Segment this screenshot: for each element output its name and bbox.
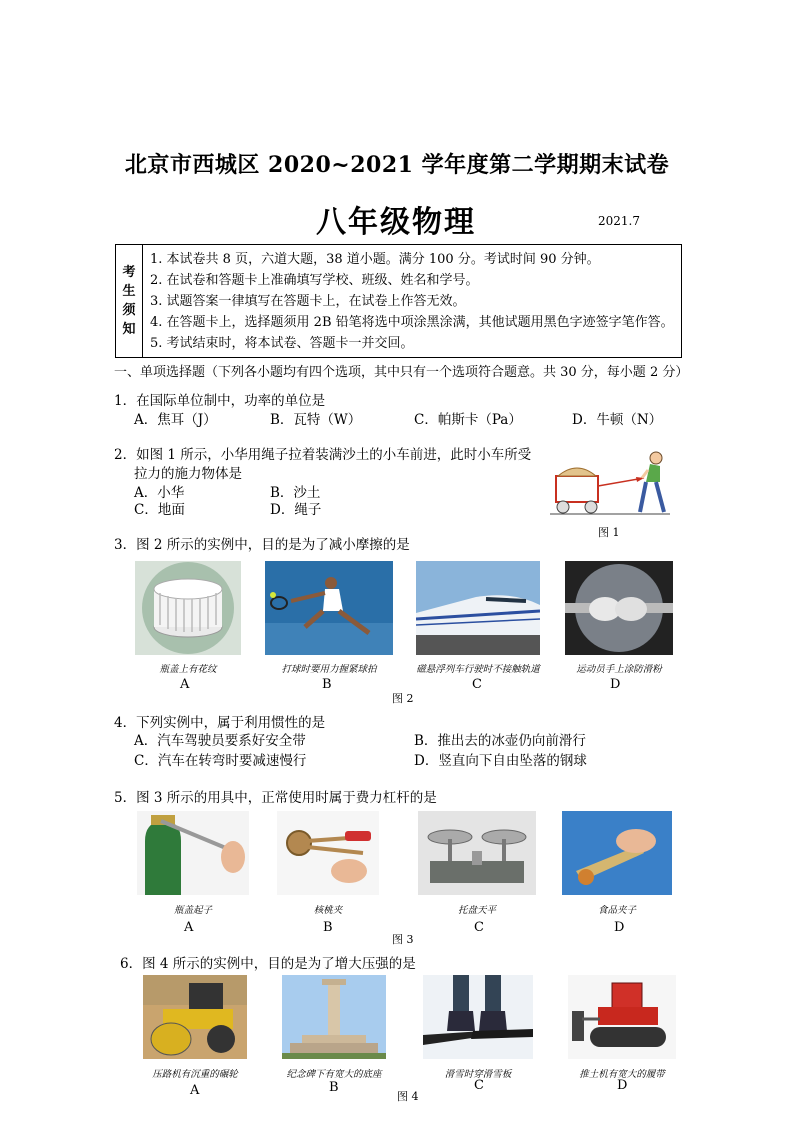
q2-option-a: A．小华 [134, 485, 185, 501]
fig4-caption-a: 压路机有沉重的碾轮 [152, 1069, 238, 1080]
fig3-letter-a: A [184, 920, 194, 935]
fig3-letter-c: C [474, 920, 484, 935]
nutcracker-photo [277, 811, 379, 895]
fig2-caption-a: 瓶盖上有花纹 [159, 664, 217, 675]
bottle-opener-photo [137, 811, 249, 895]
balance-scale-photo [418, 811, 536, 895]
fig2-letter-d: D [610, 677, 621, 692]
question-4-stem: 4．下列实例中，属于利用惯性的是 [114, 715, 326, 731]
q4-option-a: A．汽车驾驶员要系好安全带 [134, 733, 306, 749]
figure-1-label: 图 1 [598, 526, 620, 539]
q1-option-b: B．瓦特（W） [270, 412, 362, 428]
ski-boots-photo [423, 975, 533, 1059]
notice-item: 4. 在答题卡上，选择题须用 2B 铅笔将选中项涂黑涂满，其他试题用黑色字迹签字笔作答。 [150, 315, 674, 330]
question-2-stem: 2．如图 1 所示，小华用绳子拉着装满沙土的小车前进，此时小车所受 [114, 447, 532, 463]
q2-option-b: B．沙土 [270, 485, 321, 501]
notice-item: 2. 在试卷和答题卡上准确填写学校、班级、姓名和学号。 [150, 273, 479, 288]
maglev-train-photo [416, 561, 540, 655]
q2-option-c: C．地面 [134, 502, 185, 518]
notice-box [115, 244, 682, 358]
notice-item: 5. 考试结束时，将本试卷、答题卡一并交回。 [150, 336, 414, 351]
monument-photo [282, 975, 386, 1059]
food-tongs-photo [562, 811, 672, 895]
fig2-caption-b: 打球时要用力握紧球拍 [281, 664, 377, 675]
fig4-letter-a: A [190, 1083, 200, 1098]
chalked-hands-photo [565, 561, 673, 655]
question-2-stem-cont: 拉力的施力物体是 [134, 466, 242, 482]
figure-3-label: 图 3 [392, 933, 414, 946]
exam-title: 北京市西城区 2020~2021 学年度第二学期期末试卷 [124, 152, 670, 178]
question-1-stem: 1．在国际单位制中，功率的单位是 [114, 393, 326, 409]
fig2-letter-c: C [472, 677, 482, 692]
notice-label: 考 生 须 知 [116, 245, 143, 357]
fig3-caption-d: 食品夹子 [597, 905, 636, 916]
fig3-letter-d: D [614, 920, 625, 935]
notice-item: 3. 试题答案一律填写在答题卡上，在试卷上作答无效。 [150, 294, 466, 309]
fig4-caption-c: 滑雪时穿滑雪板 [444, 1069, 512, 1080]
fig3-letter-b: B [323, 920, 333, 935]
question-5-stem: 5．图 3 所示的用具中，正常使用时属于费力杠杆的是 [114, 790, 437, 806]
figure-2-label: 图 2 [392, 692, 414, 705]
fig3-caption-b: 核桃夹 [313, 905, 343, 916]
bulldozer-photo [568, 975, 676, 1059]
q4-option-c: C．汽车在转弯时要减速慢行 [134, 753, 307, 769]
notice-item: 1. 本试卷共 8 页，六道大题，38 道小题。满分 100 分。考试时间 90 分钟。 [150, 252, 600, 267]
exam-date: 2021.7 [598, 214, 640, 228]
question-3-stem: 3．图 2 所示的实例中，目的是为了减小摩擦的是 [114, 537, 410, 553]
fig2-letter-b: B [322, 677, 332, 692]
q2-option-d: D．绳子 [270, 502, 322, 518]
section-heading: 一、单项选择题（下列各小题均有四个选项，其中只有一个选项符合题意。共 30 分，每小题 2 分） [114, 365, 689, 380]
q1-option-c: C．帕斯卡（Pa） [414, 412, 522, 428]
q4-option-d: D．竖直向下自由坠落的钢球 [414, 753, 587, 769]
fig3-caption-c: 托盘天平 [457, 905, 496, 916]
exam-subject: 八年级物理 [316, 205, 476, 240]
fig4-caption-d: 推土机有宽大的履带 [579, 1069, 665, 1080]
fig4-letter-b: B [329, 1080, 339, 1095]
fig4-letter-d: D [617, 1078, 628, 1093]
q4-option-b: B．推出去的冰壶仍向前滑行 [414, 733, 586, 749]
fig4-letter-c: C [474, 1078, 484, 1093]
q1-option-a: A．焦耳（J） [134, 412, 217, 428]
q1-option-d: D．牛顿（N） [572, 412, 663, 428]
figure-4-label: 图 4 [397, 1090, 419, 1103]
fig3-caption-a: 瓶盖起子 [173, 905, 212, 916]
fig2-caption-c: 磁悬浮列车行驶时不接触轨道 [416, 664, 540, 675]
bottle-cap-photo [135, 561, 241, 655]
fig2-caption-d: 运动员手上涂防滑粉 [576, 664, 662, 675]
fig2-letter-a: A [180, 677, 190, 692]
cart-pulling-illustration [548, 446, 672, 518]
question-6-stem: 6．图 4 所示的实例中，目的是为了增大压强的是 [120, 956, 416, 972]
fig4-caption-b: 纪念碑下有宽大的底座 [286, 1069, 382, 1080]
road-roller-photo [143, 975, 247, 1059]
tennis-player-photo [265, 561, 393, 655]
